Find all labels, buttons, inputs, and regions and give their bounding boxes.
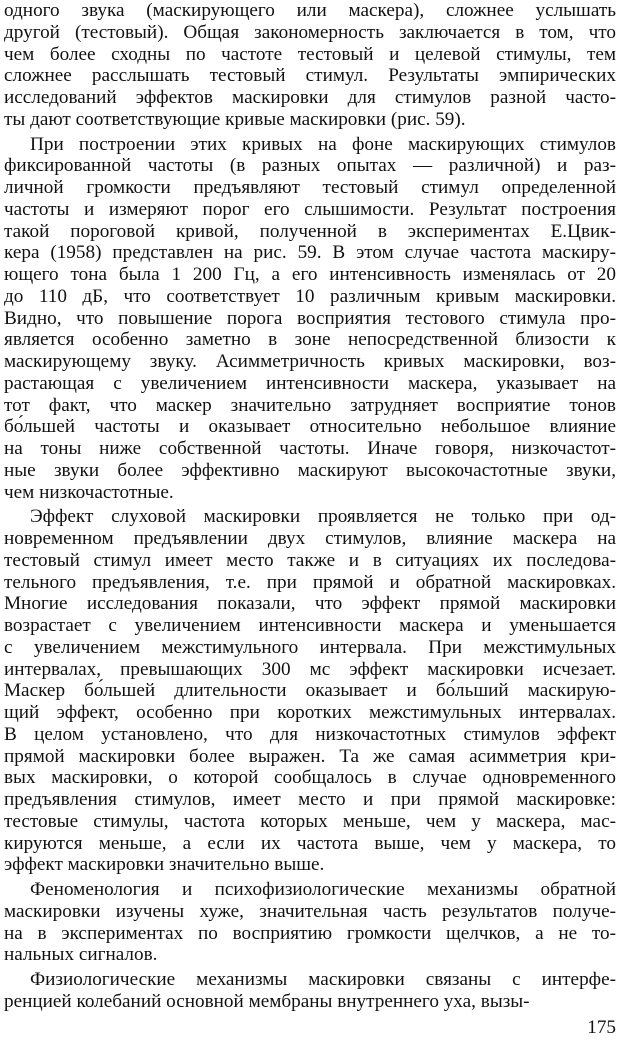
text-line: такой пороговой кривой, полученной в экспериментах Е.Цвик- bbox=[4, 220, 616, 242]
text-line: другой (тестовый). Общая закономерность заключается в том, что bbox=[4, 21, 616, 43]
text-line: сложнее расслышать тестовый стимул. Результаты эмпирических bbox=[4, 65, 616, 87]
text-line: бо́льшей частоты и оказывает относительно небольшое влияние bbox=[4, 416, 616, 438]
text-line: с увеличением межстимульного интервала. При межстимульных bbox=[4, 636, 616, 658]
text-line: При построении этих кривых на фоне маскирующих стимулов bbox=[30, 133, 616, 155]
paragraph bbox=[4, 969, 616, 1013]
text-line: Эффект слуховой маскировки проявляется не только при од- bbox=[30, 506, 616, 528]
text-line: частоты и измеряют порог его слышимости. Результат построения bbox=[4, 198, 616, 220]
text-line: чем более сходны по частоте тестовый и целевой стимулы, тем bbox=[4, 43, 616, 65]
text-line: эффект маскировки значительно выше. bbox=[4, 854, 325, 876]
paragraph bbox=[4, 506, 616, 876]
text-line: тот факт, что маскер значительно затрудняет восприятие тонов bbox=[4, 394, 616, 416]
text-line: новременном предъявлении двух стимулов, влияние маскера на bbox=[4, 528, 616, 549]
text-line: фиксированной частоты (в разных опытах — различной) и раз- bbox=[4, 155, 616, 177]
text-line: чем низкочастотные. bbox=[4, 481, 174, 503]
text-line: предъявления стимулов, имеет место и при прямой маскировке: bbox=[4, 789, 616, 810]
text-line: является особенно заметно в зоне непосредственной близости к bbox=[4, 329, 616, 351]
text-line: тельного предъявления, т.е. при прямой и обратной маскировках. bbox=[4, 571, 616, 593]
text-line: щий эффект, особенно при коротких межстимульных интервалах. bbox=[4, 702, 616, 723]
text-line: Феноменология и психофизиологические механизмы обратной bbox=[30, 879, 616, 900]
text-line: интервалах, превышающих 300 мс эффект маскировки исчезает. bbox=[4, 658, 616, 680]
text-line: на тоны ниже собственной частоты. Иначе говоря, низкочастот- bbox=[4, 438, 616, 459]
text-line: растающая с увеличением интенсивности маскера, указывает на bbox=[4, 372, 616, 394]
text-line: тестовые стимулы, частота которых меньше, чем у маскера, мас- bbox=[4, 810, 616, 832]
text-line: на в экспериментах по восприятию громкости щелчков, а не то- bbox=[4, 922, 616, 944]
text-line: Физиологические механизмы маскировки связаны с интерфе- bbox=[30, 969, 616, 990]
body-text bbox=[4, 0, 616, 1013]
text-line: Маскер бо́льшей длительности оказывает и бо́льший маскирую- bbox=[4, 680, 616, 702]
text-line: ющего тона была 1 200 Гц, а его интенсивность изменялась от 20 bbox=[4, 264, 616, 285]
text-line: тестовый стимул имеет место также и в ситуациях их последова- bbox=[4, 549, 616, 571]
text-line: ты дают соответствующие кривые маскировки (рис. 59). bbox=[4, 108, 466, 130]
text-line: до 110 дБ, что соответствует 10 различным кривым маскировки. bbox=[4, 285, 616, 307]
paragraph bbox=[4, 0, 616, 131]
text-line: маскировки изучены хуже, значительная часть результатов получе- bbox=[4, 900, 616, 922]
text-line: маскирующему звуку. Асимметричность кривых маскировки, воз- bbox=[4, 351, 616, 372]
text-line: вых маскировки, о которой сообщалось в случае одновременного bbox=[4, 767, 616, 789]
text-line: Видно, что повышение порога восприятия тестового стимула про- bbox=[4, 307, 616, 329]
text-line: прямой маскировки более выражен. Та же самая асимметрия кри- bbox=[4, 745, 616, 767]
text-line: одного звука (маскирующего или маскера), сложнее услышать bbox=[4, 0, 616, 21]
text-line: исследований эффектов маскировки для стимулов разной часто- bbox=[4, 87, 616, 108]
paragraph bbox=[4, 879, 616, 966]
text-line: личной громкости предъявляют тестовый стимул определенной bbox=[4, 177, 616, 198]
text-line: В целом установлено, что для низкочастотных стимулов эффект bbox=[4, 723, 616, 745]
text-line: кируются меньше, а если их частота выше, чем у маскера, то bbox=[4, 832, 616, 854]
text-line: возрастает с увеличением интенсивности маскера и уменьшается bbox=[4, 615, 616, 636]
text-line: ренцией колебаний основной мембраны внутреннего уха, вызы- bbox=[4, 990, 530, 1012]
text-line: ные звуки более эффективно маскируют высокочастотные звуки, bbox=[4, 459, 616, 481]
text-line: Многие исследования показали, что эффект прямой маскировки bbox=[4, 593, 616, 615]
paragraph bbox=[4, 134, 616, 504]
text-line: нальных сигналов. bbox=[4, 944, 158, 966]
text-line: кера (1958) представлен на рис. 59. В этом случае частота маскиру- bbox=[4, 242, 616, 264]
page-number: 175 bbox=[587, 1017, 616, 1038]
